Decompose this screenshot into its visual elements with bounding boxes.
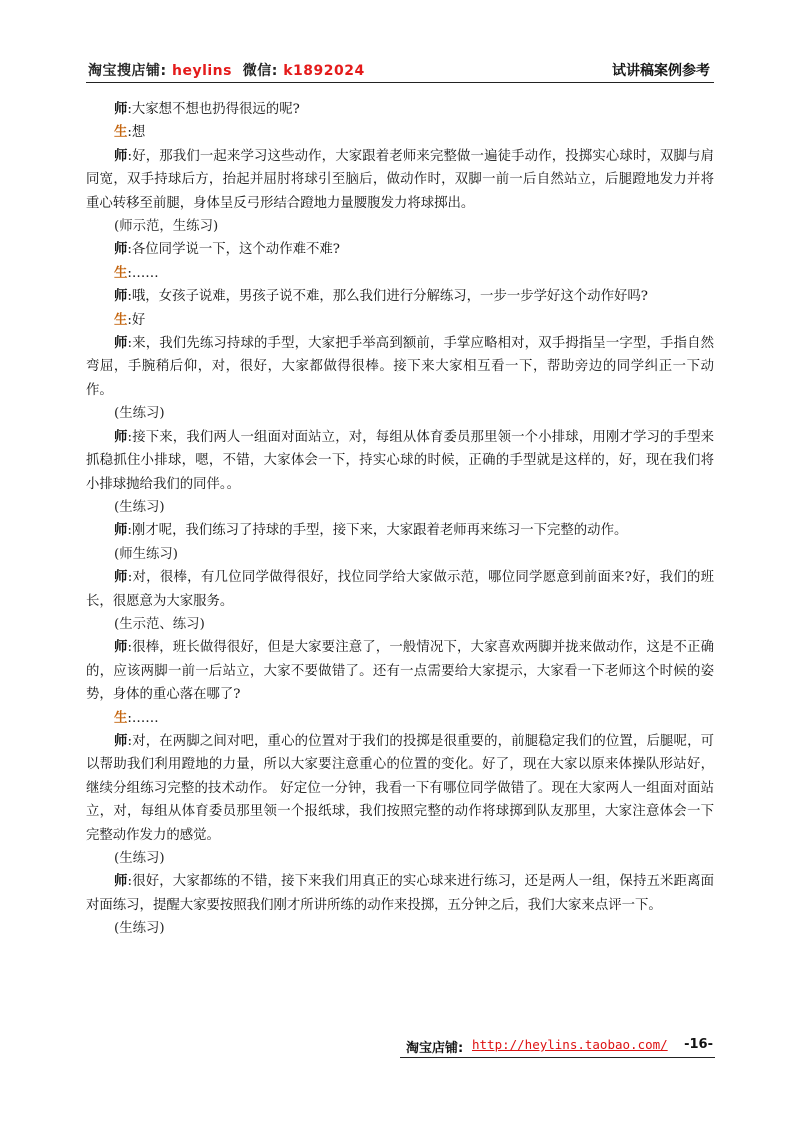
student-line xyxy=(86,121,714,144)
speaker-label: 师 xyxy=(114,241,128,258)
speaker-label: 师 xyxy=(114,288,128,305)
stage-direction: (生练习) xyxy=(114,921,165,937)
speaker-label: 生 xyxy=(114,264,128,281)
teacher-line xyxy=(86,566,714,613)
dialogue-text: :对，很棒，有几位同学做得很好，找位同学给大家做示范，哪位同学愿意到前面来?好，我们的班长，很愿意为大家服务。 xyxy=(86,570,715,609)
dialogue-text: :好，那我们一起来学习这些动作，大家跟着老师来完整做一遍徒手动作，投掷实心球时，双脚与肩同宽，双手持球后方，抬起并屈肘将球引至脑后，做动作时，双脚一前一后自然站立，后腿蹬地发力并将重心转移至前腿，身体呈反弓形结合蹬地力量腰腹发力将球掷出。 xyxy=(86,148,715,211)
page-header xyxy=(86,56,714,83)
speaker-label: 师 xyxy=(114,147,128,164)
speaker-label: 师 xyxy=(114,101,128,117)
header-shop-label: 淘宝搜店铺: xyxy=(88,63,172,79)
teacher-line xyxy=(86,238,714,261)
dialogue-text: :好 xyxy=(127,312,146,328)
footer-shop-link[interactable]: http://heylins.taobao.com/ xyxy=(472,1037,668,1052)
dialogue-text: :很好，大家都练的不错，接下来我们用真正的实心球来进行练习，还是两人一组，保持五米距离面对面练习，提醒大家要按照我们刚才所讲所练的动作来投掷，五分钟之后，我们大家来点评一下。 xyxy=(86,874,715,913)
header-wechat-label: 微信: xyxy=(231,63,284,79)
stage-direction: (师示范，生练习) xyxy=(114,219,219,235)
speaker-label: 师 xyxy=(114,569,128,586)
teacher-line xyxy=(86,145,714,215)
stage-direction: (生练习) xyxy=(114,406,165,422)
stage-direction: (生练习) xyxy=(114,499,165,515)
dialogue-text: :接下来，我们两人一组面对面站立，对，每组从体育委员那里领一个小排球，用刚才学习的手型来抓稳抓住小排球，嗯，不错，大家体会一下，持实心球的时候，正确的手型就是这样的，好，现在我们将小排球抛给我们的同伴。。 xyxy=(86,429,715,492)
speaker-label: 生 xyxy=(114,709,128,726)
teacher-line xyxy=(86,636,714,706)
page-footer xyxy=(400,1037,715,1058)
header-shop-name: heylins xyxy=(171,63,232,79)
stage-direction: (师生练习) xyxy=(114,546,179,562)
speaker-label: 师 xyxy=(114,335,128,352)
footer-shop-label: 淘宝店铺: xyxy=(406,1041,464,1056)
speaker-label: 生 xyxy=(114,311,128,328)
dialogue-text: :来，我们先练习持球的手型，大家把手举高到额前，手掌应略相对，双手拇指呈一字型，手指自然弯屈，手腕稍后仰，对，很好，大家都做得很棒。接下来大家相互看一下，帮助旁边的同学纠正一下动作。 xyxy=(86,336,715,398)
dialogue-text: :…… xyxy=(127,265,159,281)
speaker-label: 师 xyxy=(114,522,128,539)
teacher-line xyxy=(86,519,714,542)
dialogue-text: :哦，女孩子说难，男孩子说不难，那么我们进行分解练习，一步一步学好这个动作好吗? xyxy=(127,289,648,305)
teacher-line xyxy=(86,426,714,496)
document-body xyxy=(86,98,714,941)
dialogue-text: :很棒，班长做得很好，但是大家要注意了，一般情况下，大家喜欢两脚并拢来做动作，这是不正确的，应该两脚一前一后站立，大家不要做错了。还有一点需要给大家提示，大家看一下老师这个时候的姿势，身体的重心落在哪了? xyxy=(86,640,715,703)
header-title: 试讲稿案例参考 xyxy=(612,63,710,79)
teacher-line xyxy=(86,98,714,121)
teacher-line xyxy=(86,870,714,917)
header-wechat-id: k1892024 xyxy=(283,63,365,79)
dialogue-text: :…… xyxy=(127,710,159,726)
header-shop-info xyxy=(88,60,365,80)
dialogue-text: :大家想不想也扔得很远的呢? xyxy=(127,102,300,117)
dialogue-text: :对，在两脚之间对吧，重心的位置对于我们的投掷是很重要的，前腿稳定我们的位置，后腿呢，可以帮助我们利用蹬地的力量，所以大家要注意重心的位置的变化。好了，现在大家以原来体操队形站好，继续分组练习完整的技术动作。 好定位一分钟，我看一下有哪位同学做错了。现在大家两人一组面对面站立，对，每组从体育委员那里领一个报纸球，我们按照完整的动作将球掷到队友那里，大家注意体会一下完整动作发力的感觉。 xyxy=(86,733,715,843)
speaker-label: 生 xyxy=(114,124,128,141)
teacher-line xyxy=(86,730,714,847)
student-line xyxy=(86,707,714,730)
dialogue-text: :想 xyxy=(127,125,146,141)
teacher-line xyxy=(86,332,714,402)
speaker-label: 师 xyxy=(114,428,128,445)
stage-direction: (生示范、练习) xyxy=(114,616,205,632)
speaker-label: 师 xyxy=(114,639,128,656)
dialogue-text: :各位同学说一下，这个动作难不难? xyxy=(127,242,340,258)
teacher-line xyxy=(86,285,714,308)
student-line xyxy=(86,309,714,332)
stage-direction: (生练习) xyxy=(114,851,165,866)
speaker-label: 师 xyxy=(114,873,128,890)
student-line xyxy=(86,262,714,285)
speaker-label: 师 xyxy=(114,732,128,749)
dialogue-text: :刚才呢，我们练习了持球的手型，接下来，大家跟着老师再来练习一下完整的动作。 xyxy=(127,523,628,539)
page-number: -16- xyxy=(684,1037,713,1052)
